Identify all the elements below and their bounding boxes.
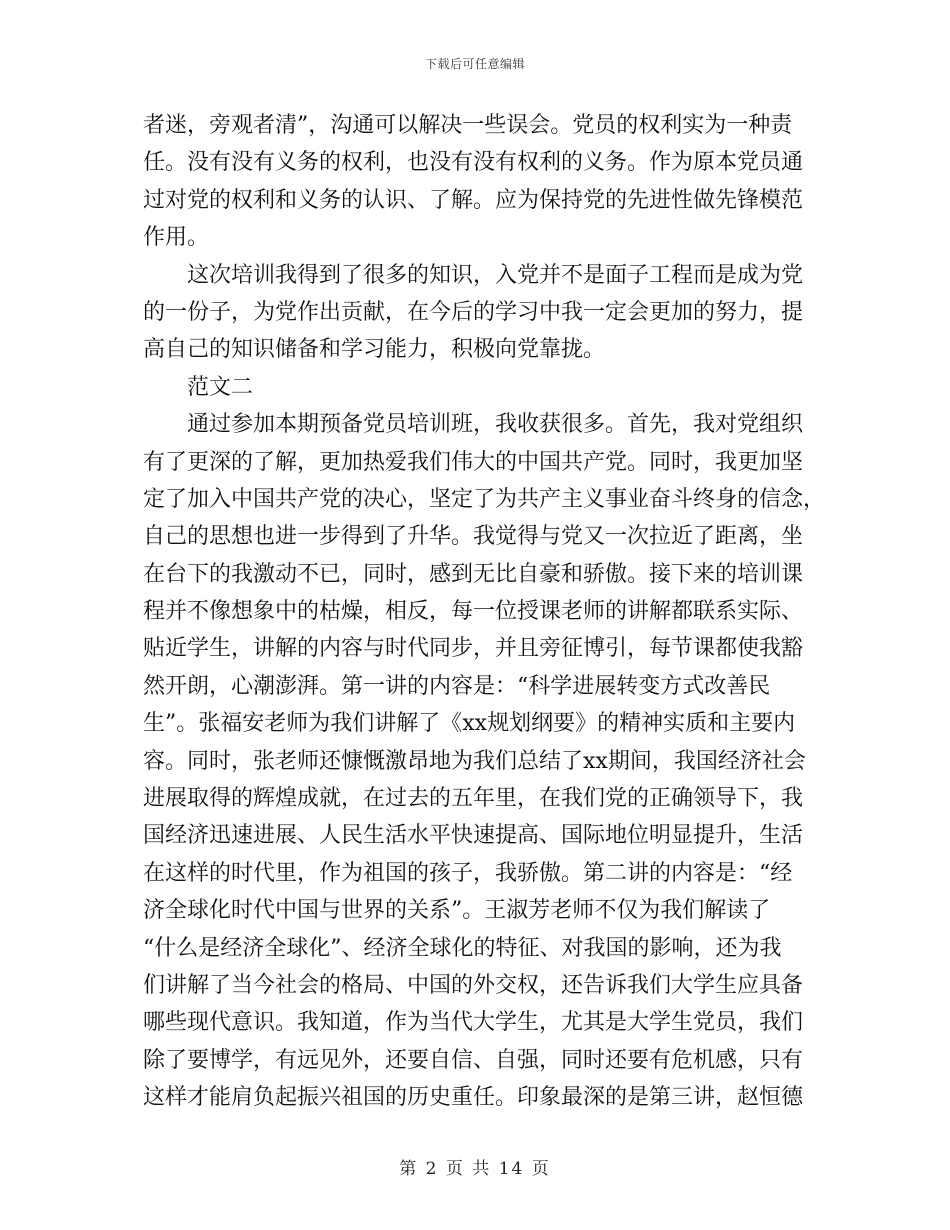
text-line: 这次培训我得到了很多的知识，入党并不是面子工程而是成为党 [143, 262, 804, 288]
text-line: “什么是经济全球化”、经济全球化的特征、对我国的影响，还为我 [143, 935, 782, 961]
text-line: 高自己的知识储备和学习能力，积极向党靠拢。 [143, 337, 606, 363]
page-header: 下载后可任意编辑 [424, 57, 525, 71]
text-line: 进展取得的辉煌成就，在过去的五年里，在我们党的正确领导下，我 [143, 786, 804, 812]
text-line: 容。同时，张老师还慷慨激昂地为我们总结了xx期间，我国经济社会 [143, 748, 806, 774]
text-line: 过对党的权利和义务的认识、了解。应为保持党的先进性做先锋模范 [143, 187, 804, 213]
text-line: 自己的思想也进一步得到了升华。我觉得与党又一次拉近了距离，坐 [143, 524, 804, 550]
document-body [143, 107, 826, 1117]
text-line: 通过参加本期预备党员培训班，我收获很多。首先，我对党组织 [143, 412, 804, 438]
text-line: 定了加入中国共产党的决心，坚定了为共产主义事业奋斗终身的信念， [143, 486, 826, 512]
text-line: 作用。 [143, 225, 210, 251]
text-line: 国经济迅速进展、人民生活水平快速提高、国际地位明显提升，生活 [143, 823, 804, 849]
text-line: 贴近学生，讲解的内容与时代同步，并且旁征博引，每节课都使我豁 [143, 636, 804, 662]
text-line: 哪些现代意识。我知道，作为当代大学生，尤其是大学生党员，我们 [143, 1010, 804, 1036]
page-number-footer: 第 2 页 共 14 页 [399, 1159, 551, 1179]
text-line: 除了要博学，有远见外，还要自信、自强，同时还要有危机感，只有 [143, 1047, 804, 1073]
text-line: 任。没有没有义务的权利，也没有没有权利的义务。作为原本党员通 [143, 150, 804, 176]
text-line: 生”。张福安老师为我们讲解了《xx规划纲要》的精神实质和主要内 [143, 711, 796, 737]
text-line: 者迷，旁观者清”，沟通可以解决一些误会。党员的权利实为一种责 [143, 113, 793, 138]
text-line: 们讲解了当今社会的格局、中国的外交权，还告诉我们大学生应具备 [143, 972, 804, 998]
text-line: 程并不像想象中的枯燥，相反，每一位授课老师的讲解都联系实际、 [143, 599, 804, 625]
section-heading: 范文二 [143, 374, 254, 400]
text-line: 济全球化时代中国与世界的关系”。王淑芳老师不仅为我们解读了 [143, 898, 771, 924]
text-line: 在这样的时代里，作为祖国的孩子，我骄傲。第二讲的内容是：“经 [143, 860, 793, 886]
text-line: 有了更深的了解，更加热爱我们伟大的中国共产党。同时，我更加坚 [143, 449, 804, 475]
text-line: 这样才能肩负起振兴祖国的历史重任。印象最深的是第三讲，赵恒德 [143, 1085, 804, 1111]
text-line: 的一份子，为党作出贡献，在今后的学习中我一定会更加的努力，提 [143, 299, 804, 325]
text-line: 在台下的我激动不已，同时，感到无比自豪和骄傲。接下来的培训课 [143, 561, 804, 587]
text-line: 然开朗，心潮澎湃。第一讲的内容是：“科学进展转变方式改善民 [143, 673, 771, 699]
